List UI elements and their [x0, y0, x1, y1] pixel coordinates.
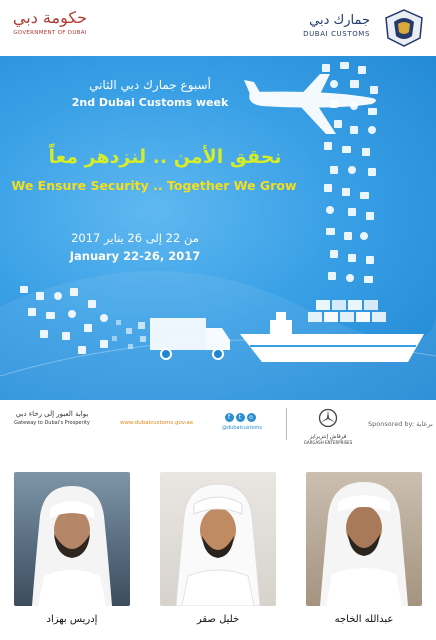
event-date-arabic: من 22 إلى 26 يناير 2017 — [71, 231, 199, 245]
person-icon — [306, 472, 422, 606]
event-date-english: January 22-26, 2017 — [69, 249, 201, 263]
event-banner — [0, 56, 436, 400]
gateway-tagline-english: Gateway to Dubai's Prosperity — [14, 420, 90, 426]
gov-logo-english: GOVERNMENT OF DUBAI — [13, 30, 87, 36]
gateway-tagline-arabic: بوابة العبور إلى رخاء دبي — [15, 410, 89, 418]
speaker-photo — [306, 472, 422, 606]
speaker-name: عبدالله الخاجه — [334, 614, 394, 625]
speakers-section — [0, 450, 436, 640]
government-of-dubai-logo — [10, 8, 90, 36]
social-links — [222, 413, 262, 431]
instagram-icon[interactable]: o — [247, 413, 256, 422]
slogan-arabic: نحقق الأمن .. لنزدهر معاً — [48, 146, 282, 168]
speaker-name: إدريس بهزاد — [46, 614, 98, 625]
event-title-arabic: أسبوع جمارك دبي الثاني — [89, 78, 211, 92]
speaker-photo — [14, 472, 130, 606]
social-handle[interactable]: @dubaicustoms — [222, 425, 262, 431]
header — [0, 0, 436, 56]
person-icon — [14, 472, 130, 606]
speaker-name: خليل صقر — [196, 614, 240, 625]
sponsor-name-english: GARGASH ENTERPRISES — [303, 440, 353, 445]
sponsored-by-label: Sponsored by: برعاية — [368, 420, 433, 428]
sponsor-logo — [300, 408, 356, 445]
slogan-english: We Ensure Security .. Together We Grow — [11, 178, 297, 193]
gateway-tagline — [8, 410, 96, 426]
person-icon — [160, 472, 276, 606]
customs-emblem-icon — [382, 8, 426, 48]
mercedes-star-icon — [318, 408, 338, 428]
twitter-icon[interactable]: t — [236, 413, 245, 422]
facebook-icon[interactable]: f — [225, 413, 234, 422]
customs-logo-english: DUBAI CUSTOMS — [303, 30, 370, 38]
speaker-photo — [160, 472, 276, 606]
website-link[interactable]: www.dubaicustoms.gov.ae — [120, 420, 194, 426]
sponsor-name-arabic: قرقاش إنتربرايز — [309, 434, 347, 440]
customs-logo-arabic: جمارك دبي — [309, 13, 370, 28]
dubai-customs-logo — [256, 8, 426, 48]
divider — [286, 408, 287, 440]
event-title-english: 2nd Dubai Customs week — [71, 96, 229, 109]
gov-logo-arabic: حكومة دبي — [12, 8, 88, 27]
info-strip — [0, 400, 436, 450]
